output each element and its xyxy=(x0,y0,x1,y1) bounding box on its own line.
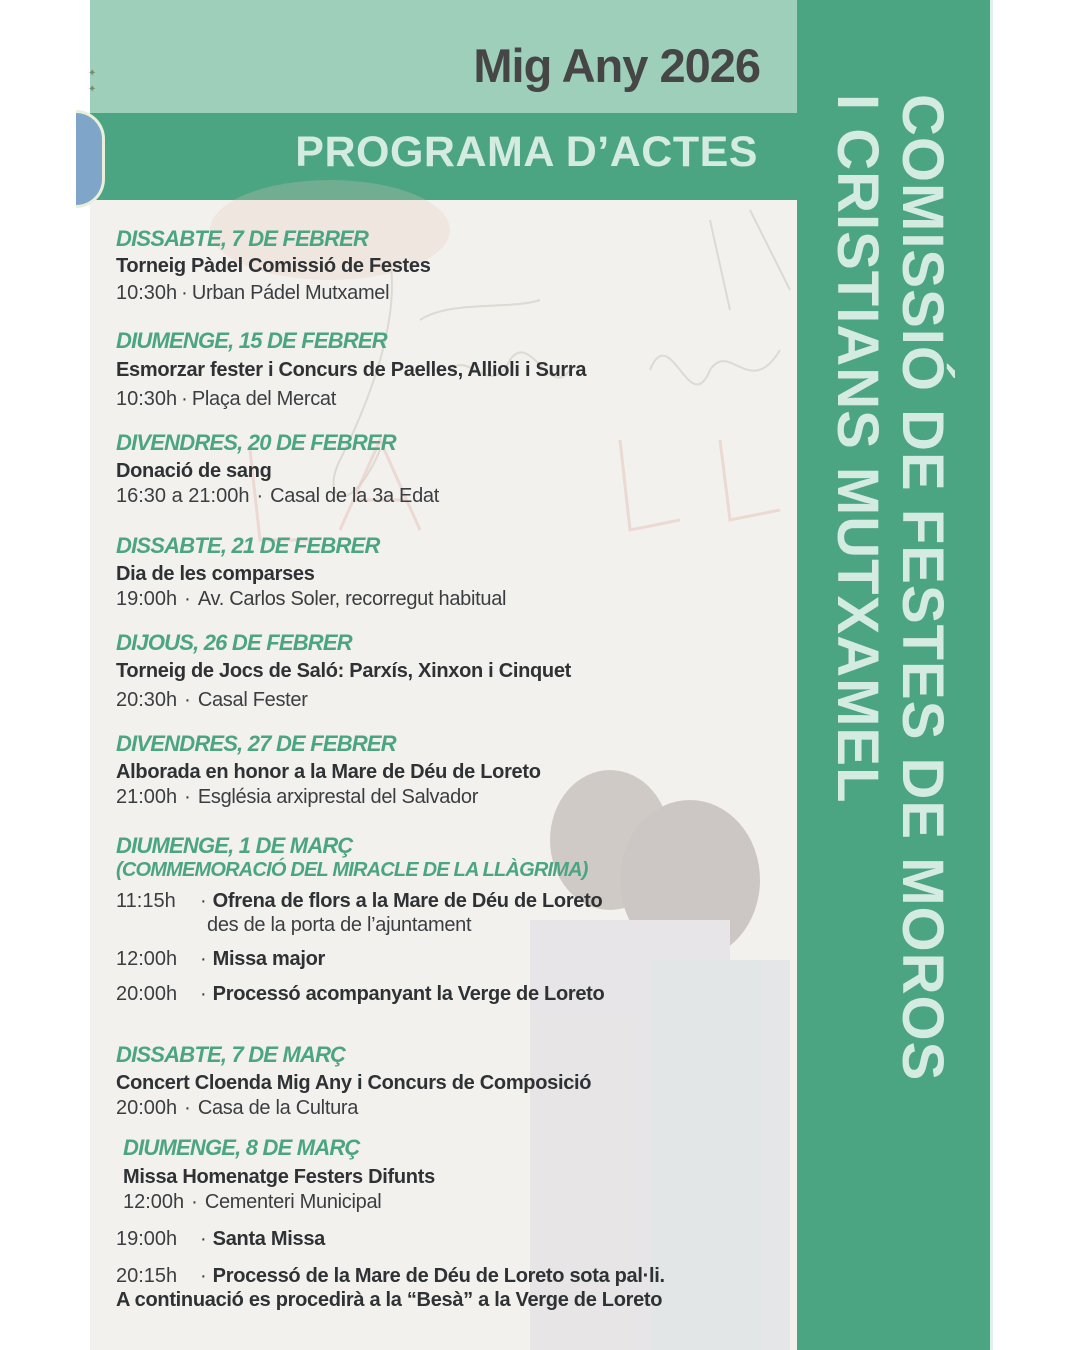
event-time: 19:00h xyxy=(116,1228,178,1250)
event-item xyxy=(116,430,439,508)
event-title: Missa major xyxy=(212,948,325,970)
event-date: DISSABTE, 21 DE FEBRER xyxy=(116,533,380,558)
separator-dot: · xyxy=(184,689,191,711)
separator-dot: · xyxy=(200,890,207,912)
event-detail: des de la porta de l’ajuntament xyxy=(207,914,472,936)
event-time: 16:30 a 21:00h xyxy=(116,485,250,507)
event-title: Torneig Pàdel Comissió de Festes xyxy=(116,255,431,277)
event-item xyxy=(116,226,431,305)
separator-dot: · xyxy=(200,983,207,1005)
event-date: DISSABTE, 7 DE MARÇ xyxy=(116,1042,346,1067)
event-place: Casal Fester xyxy=(197,689,308,711)
separator-dot: · xyxy=(200,948,207,970)
poster-subtitle: PROGRAMA D’ACTES xyxy=(295,128,758,176)
event-day-march-1 xyxy=(116,833,604,1006)
event-place: Casal de la 3a Edat xyxy=(270,485,440,507)
side-banner-edge xyxy=(990,0,993,1350)
event-time: 20:30h xyxy=(116,689,178,711)
event-title: Esmorzar fester i Concurs de Paelles, Allioli i Surra xyxy=(116,359,587,381)
event-day-march-8 xyxy=(123,1135,435,1214)
event-title: Missa Homenatge Festers Difunts xyxy=(123,1166,435,1188)
event-item xyxy=(116,328,586,411)
crest-star-icon: ✦ ✦ xyxy=(88,68,97,95)
event-title: Torneig de Jocs de Saló: Parxís, Xinxon i Cinquet xyxy=(116,660,572,682)
event-time: 20:00h xyxy=(116,1097,178,1119)
separator-dot: · xyxy=(200,1265,207,1287)
event-title: Ofrena de flors a la Mare de Déu de Loreto xyxy=(212,890,603,912)
event-place: Urban Pádel Mutxamel xyxy=(191,282,390,304)
event-title: Dia de les comparses xyxy=(116,563,315,585)
event-time: 19:00h xyxy=(116,588,178,610)
event-place: Cementeri Municipal xyxy=(204,1191,382,1213)
event-time: 20:15h xyxy=(116,1265,178,1287)
event-day-march-8-items xyxy=(116,1228,665,1312)
event-note: (COMMEMORACIÓ DEL MIRACLE DE LA LLÀGRIMA) xyxy=(116,859,588,881)
event-title: Alborada en honor a la Mare de Déu de Loreto xyxy=(116,761,541,783)
event-time: 12:00h xyxy=(123,1191,185,1213)
event-place: Església arxiprestal del Salvador xyxy=(197,786,479,808)
event-place: Av. Carlos Soler, recorregut habitual xyxy=(197,588,507,610)
separator-dot: · xyxy=(181,388,188,410)
separator-dot: · xyxy=(200,1228,207,1250)
separator-dot: · xyxy=(184,786,191,808)
event-date: DISSABTE, 7 DE FEBRER xyxy=(116,226,369,251)
separator-dot: · xyxy=(256,485,264,507)
separator-dot: · xyxy=(184,1097,191,1119)
separator-dot: · xyxy=(181,282,188,304)
event-title: Processó acompanyant la Verge de Loreto xyxy=(212,983,605,1005)
event-item xyxy=(116,731,541,809)
event-time: 12:00h xyxy=(116,948,178,970)
event-title: Donació de sang xyxy=(116,460,272,482)
separator-dot: · xyxy=(191,1191,198,1213)
event-poster xyxy=(90,0,990,1350)
event-continuation: A continuació es procedirà a la “Besà” a la Verge de Loreto xyxy=(116,1289,663,1311)
event-date: DIVENDRES, 27 DE FEBRER xyxy=(116,731,396,756)
event-time: 10:30h xyxy=(116,388,178,410)
separator-dot: · xyxy=(184,588,191,610)
event-date: DIJOUS, 26 DE FEBRER xyxy=(116,630,352,655)
event-item xyxy=(116,1042,591,1120)
event-item xyxy=(116,630,571,712)
event-title: Processó de la Mare de Déu de Loreto sota pal·li. xyxy=(212,1265,665,1287)
poster-title: Mig Any 2026 xyxy=(473,39,760,92)
event-title: Concert Cloenda Mig Any i Concurs de Composició xyxy=(116,1072,592,1094)
event-date: DIVENDRES, 20 DE FEBRER xyxy=(116,430,396,455)
event-time: 11:15h xyxy=(116,890,176,912)
crest-logo xyxy=(76,110,105,208)
side-banner-line-1: COMISSIÓ DE FESTES DE MOROS xyxy=(890,94,955,1082)
event-time: 10:30h xyxy=(116,282,178,304)
event-date: DIUMENGE, 8 DE MARÇ xyxy=(123,1135,360,1160)
event-time: 21:00h xyxy=(116,786,178,808)
event-date: DIUMENGE, 1 DE MARÇ xyxy=(116,833,353,858)
event-place: Casa de la Cultura xyxy=(197,1097,359,1119)
event-item xyxy=(116,533,506,611)
side-banner-line-2: I CRISTIANS MUTXAMEL xyxy=(825,94,890,804)
event-date: DIUMENGE, 15 DE FEBRER xyxy=(116,328,387,353)
event-place: Plaça del Mercat xyxy=(191,388,336,410)
event-title: Santa Missa xyxy=(212,1228,325,1250)
event-time: 20:00h xyxy=(116,983,178,1005)
